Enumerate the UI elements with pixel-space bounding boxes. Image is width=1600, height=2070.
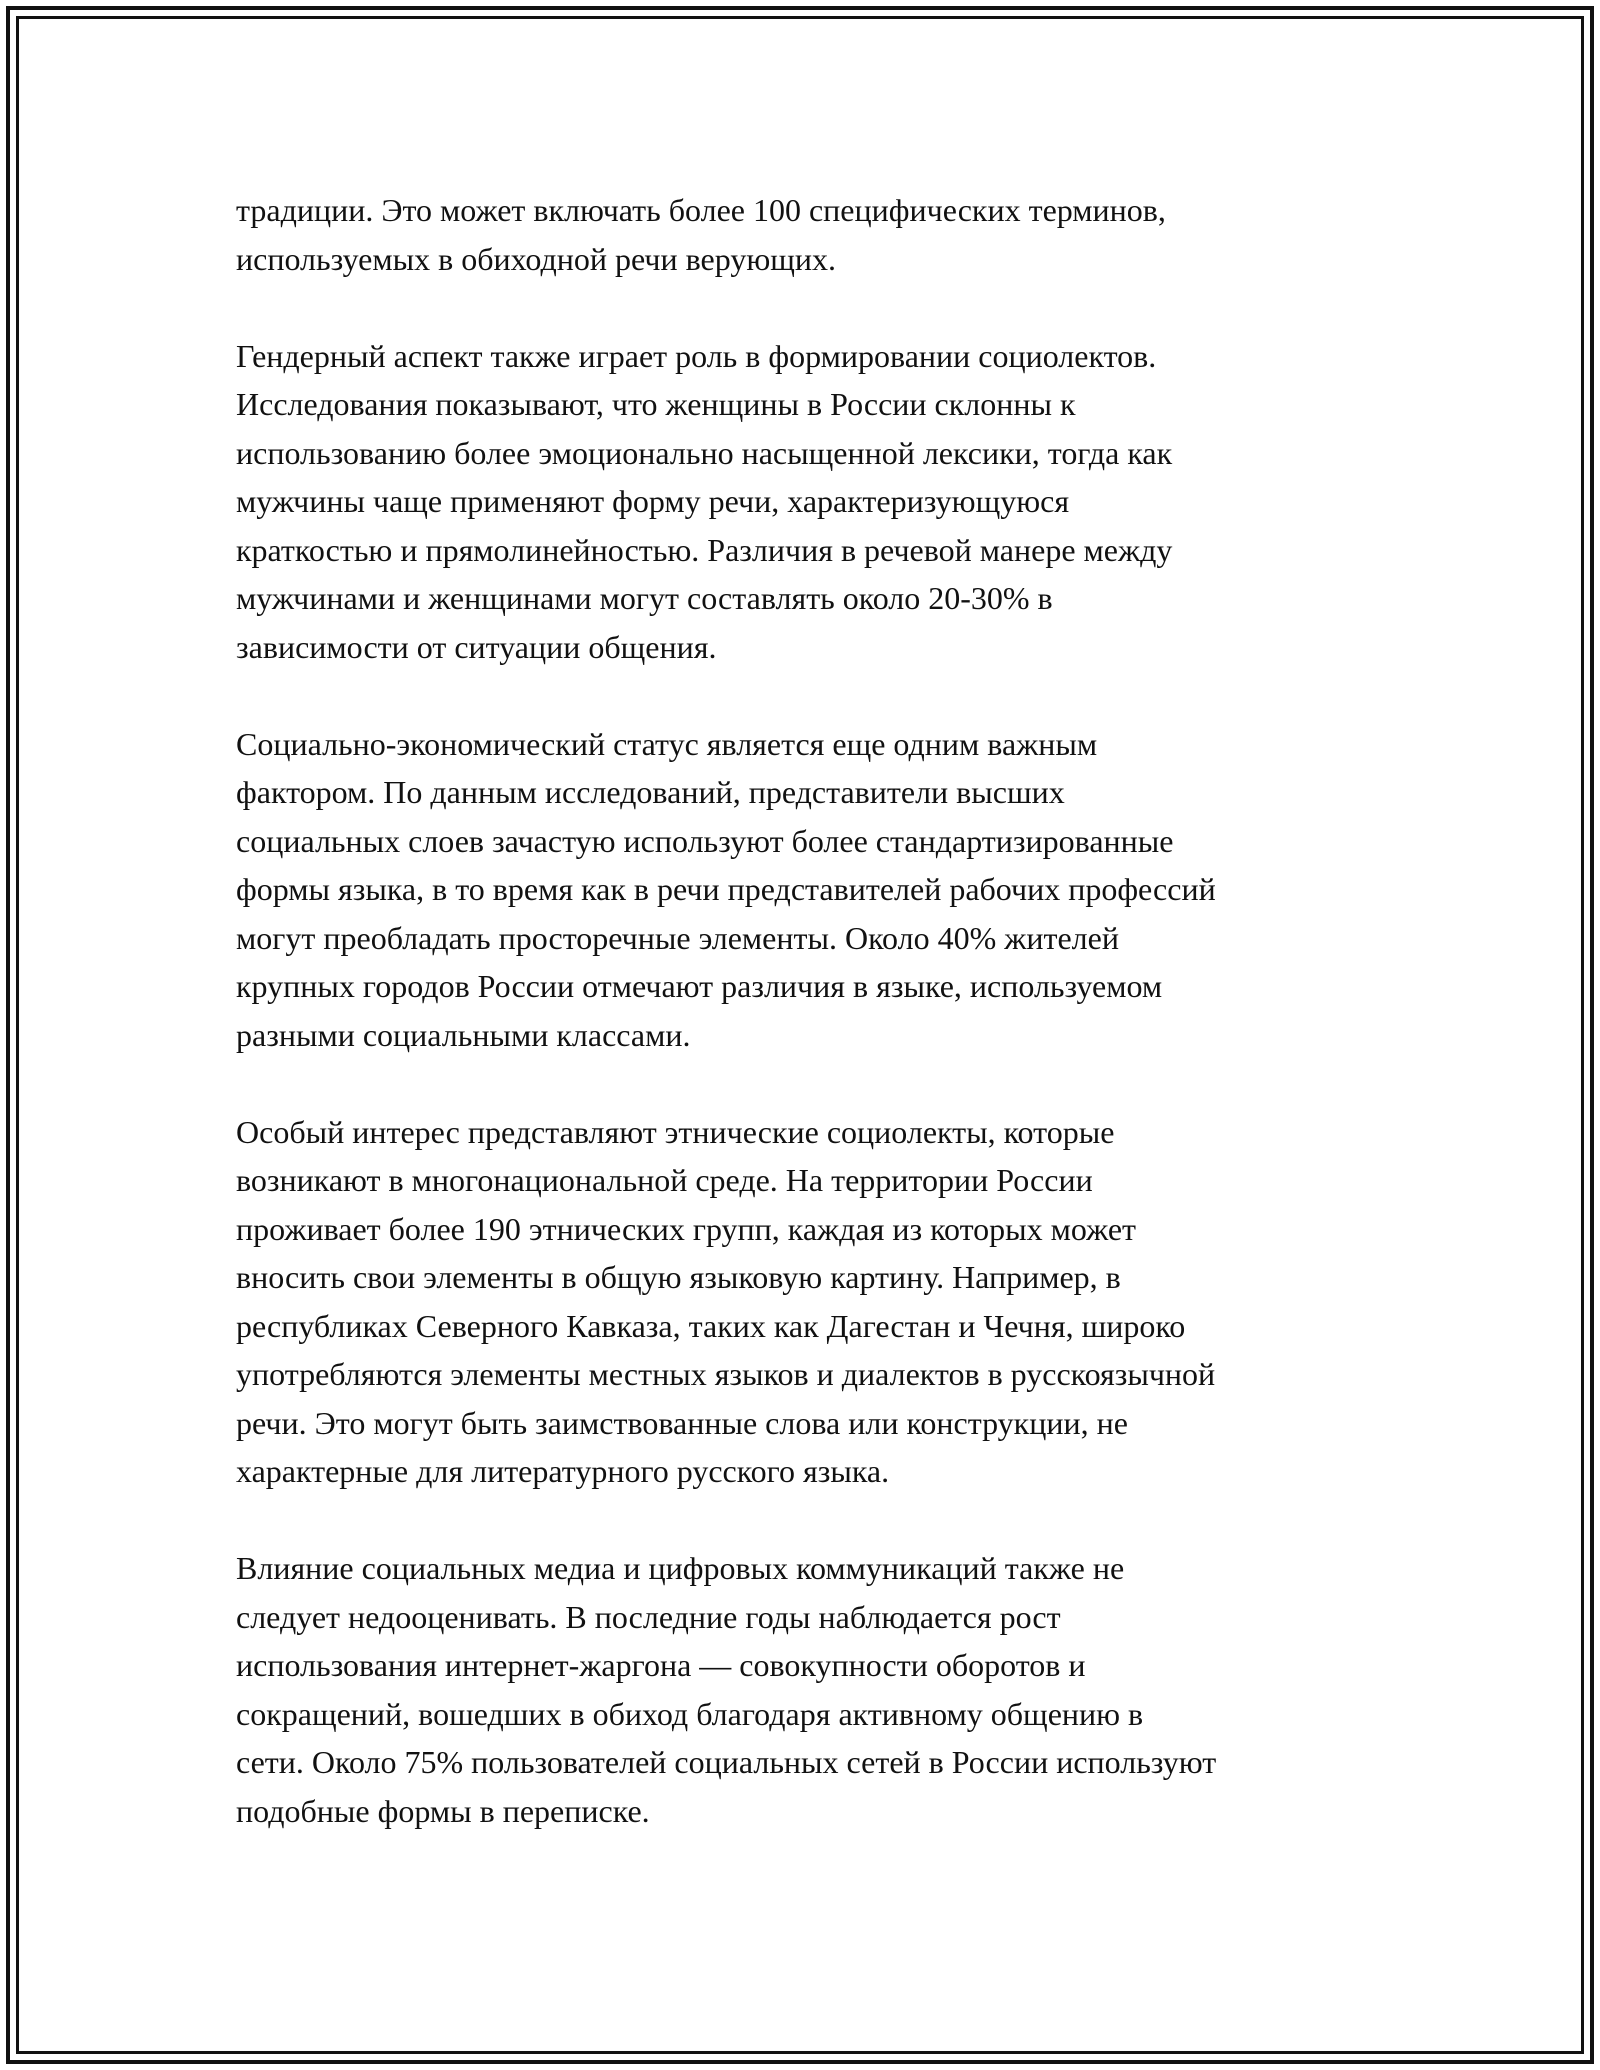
text-line: характерные для литературного русского языка. bbox=[236, 1453, 890, 1489]
text-line: использования интернет-жаргона — совокупности оборотов и bbox=[236, 1647, 1086, 1683]
text-line: проживает более 190 этнических групп, каждая из которых может bbox=[236, 1210, 1136, 1247]
text-line: формы языка, в то время как в речи представителей рабочих профессий bbox=[236, 871, 1216, 907]
paragraph-1 bbox=[236, 186, 1376, 283]
text-line: использованию более эмоционально насыщенной лексики, тогда как bbox=[236, 434, 1173, 471]
text-line: фактором. По данным исследований, представители высших bbox=[236, 774, 1065, 810]
text-line: Особый интерес представляют этнические социолекты, которые bbox=[236, 1113, 1115, 1150]
paragraph-2 bbox=[236, 332, 1376, 672]
text-line: сокращений, вошедших в обиход благодаря активному общению в bbox=[236, 1695, 1144, 1732]
text-line: мужчины чаще применяют форму речи, характеризующуюся bbox=[236, 483, 1070, 519]
paragraph-5 bbox=[236, 1544, 1376, 1835]
text-line: разными социальными классами. bbox=[236, 1016, 691, 1053]
text-line: Социально-экономический статус является еще одним важным bbox=[236, 725, 1098, 762]
text-line: мужчинами и женщинами могут составлять около 20-30% в bbox=[236, 580, 1053, 616]
text-line: краткостью и прямолинейностью. Различия в речевой манере между bbox=[236, 531, 1173, 568]
text-line: Гендерный аспект также играет роль в формировании социолектов. bbox=[236, 337, 1157, 374]
text-line: социальных слоев зачастую используют более стандартизированные bbox=[236, 822, 1174, 859]
text-line: могут преобладать просторечные элементы. Около 40% жителей bbox=[236, 919, 1119, 956]
document-body bbox=[236, 186, 1376, 1884]
text-line: возникают в многонациональной среде. На территории России bbox=[236, 1162, 1093, 1198]
text-line: подобные формы в переписке. bbox=[236, 1792, 650, 1829]
text-line: употребляются элементы местных языков и диалектов в русскоязычной bbox=[236, 1356, 1216, 1392]
text-line: Исследования показывают, что женщины в России склонны к bbox=[236, 386, 1076, 422]
text-line: сети. Около 75% пользователей социальных сетей в России используют bbox=[236, 1744, 1217, 1780]
text-line: следует недооценивать. В последние годы наблюдается рост bbox=[236, 1598, 1061, 1635]
text-line: традиции. Это может включать более 100 специфических терминов, bbox=[236, 192, 1166, 228]
paragraph-3 bbox=[236, 720, 1376, 1060]
paragraph-4 bbox=[236, 1108, 1376, 1496]
text-line: используемых в обиходной речи верующих. bbox=[236, 240, 836, 277]
text-line: республиках Северного Кавказа, таких как Дагестан и Чечня, широко bbox=[236, 1307, 1186, 1344]
text-line: крупных городов России отмечают различия в языке, используемом bbox=[236, 968, 1163, 1004]
text-line: вносить свои элементы в общую языковую картину. Например, в bbox=[236, 1259, 1121, 1295]
text-line: речи. Это могут быть заимствованные слова или конструкции, не bbox=[236, 1404, 1128, 1441]
text-line: Влияние социальных медиа и цифровых коммуникаций также не bbox=[236, 1550, 1125, 1586]
text-line: зависимости от ситуации общения. bbox=[236, 628, 717, 665]
